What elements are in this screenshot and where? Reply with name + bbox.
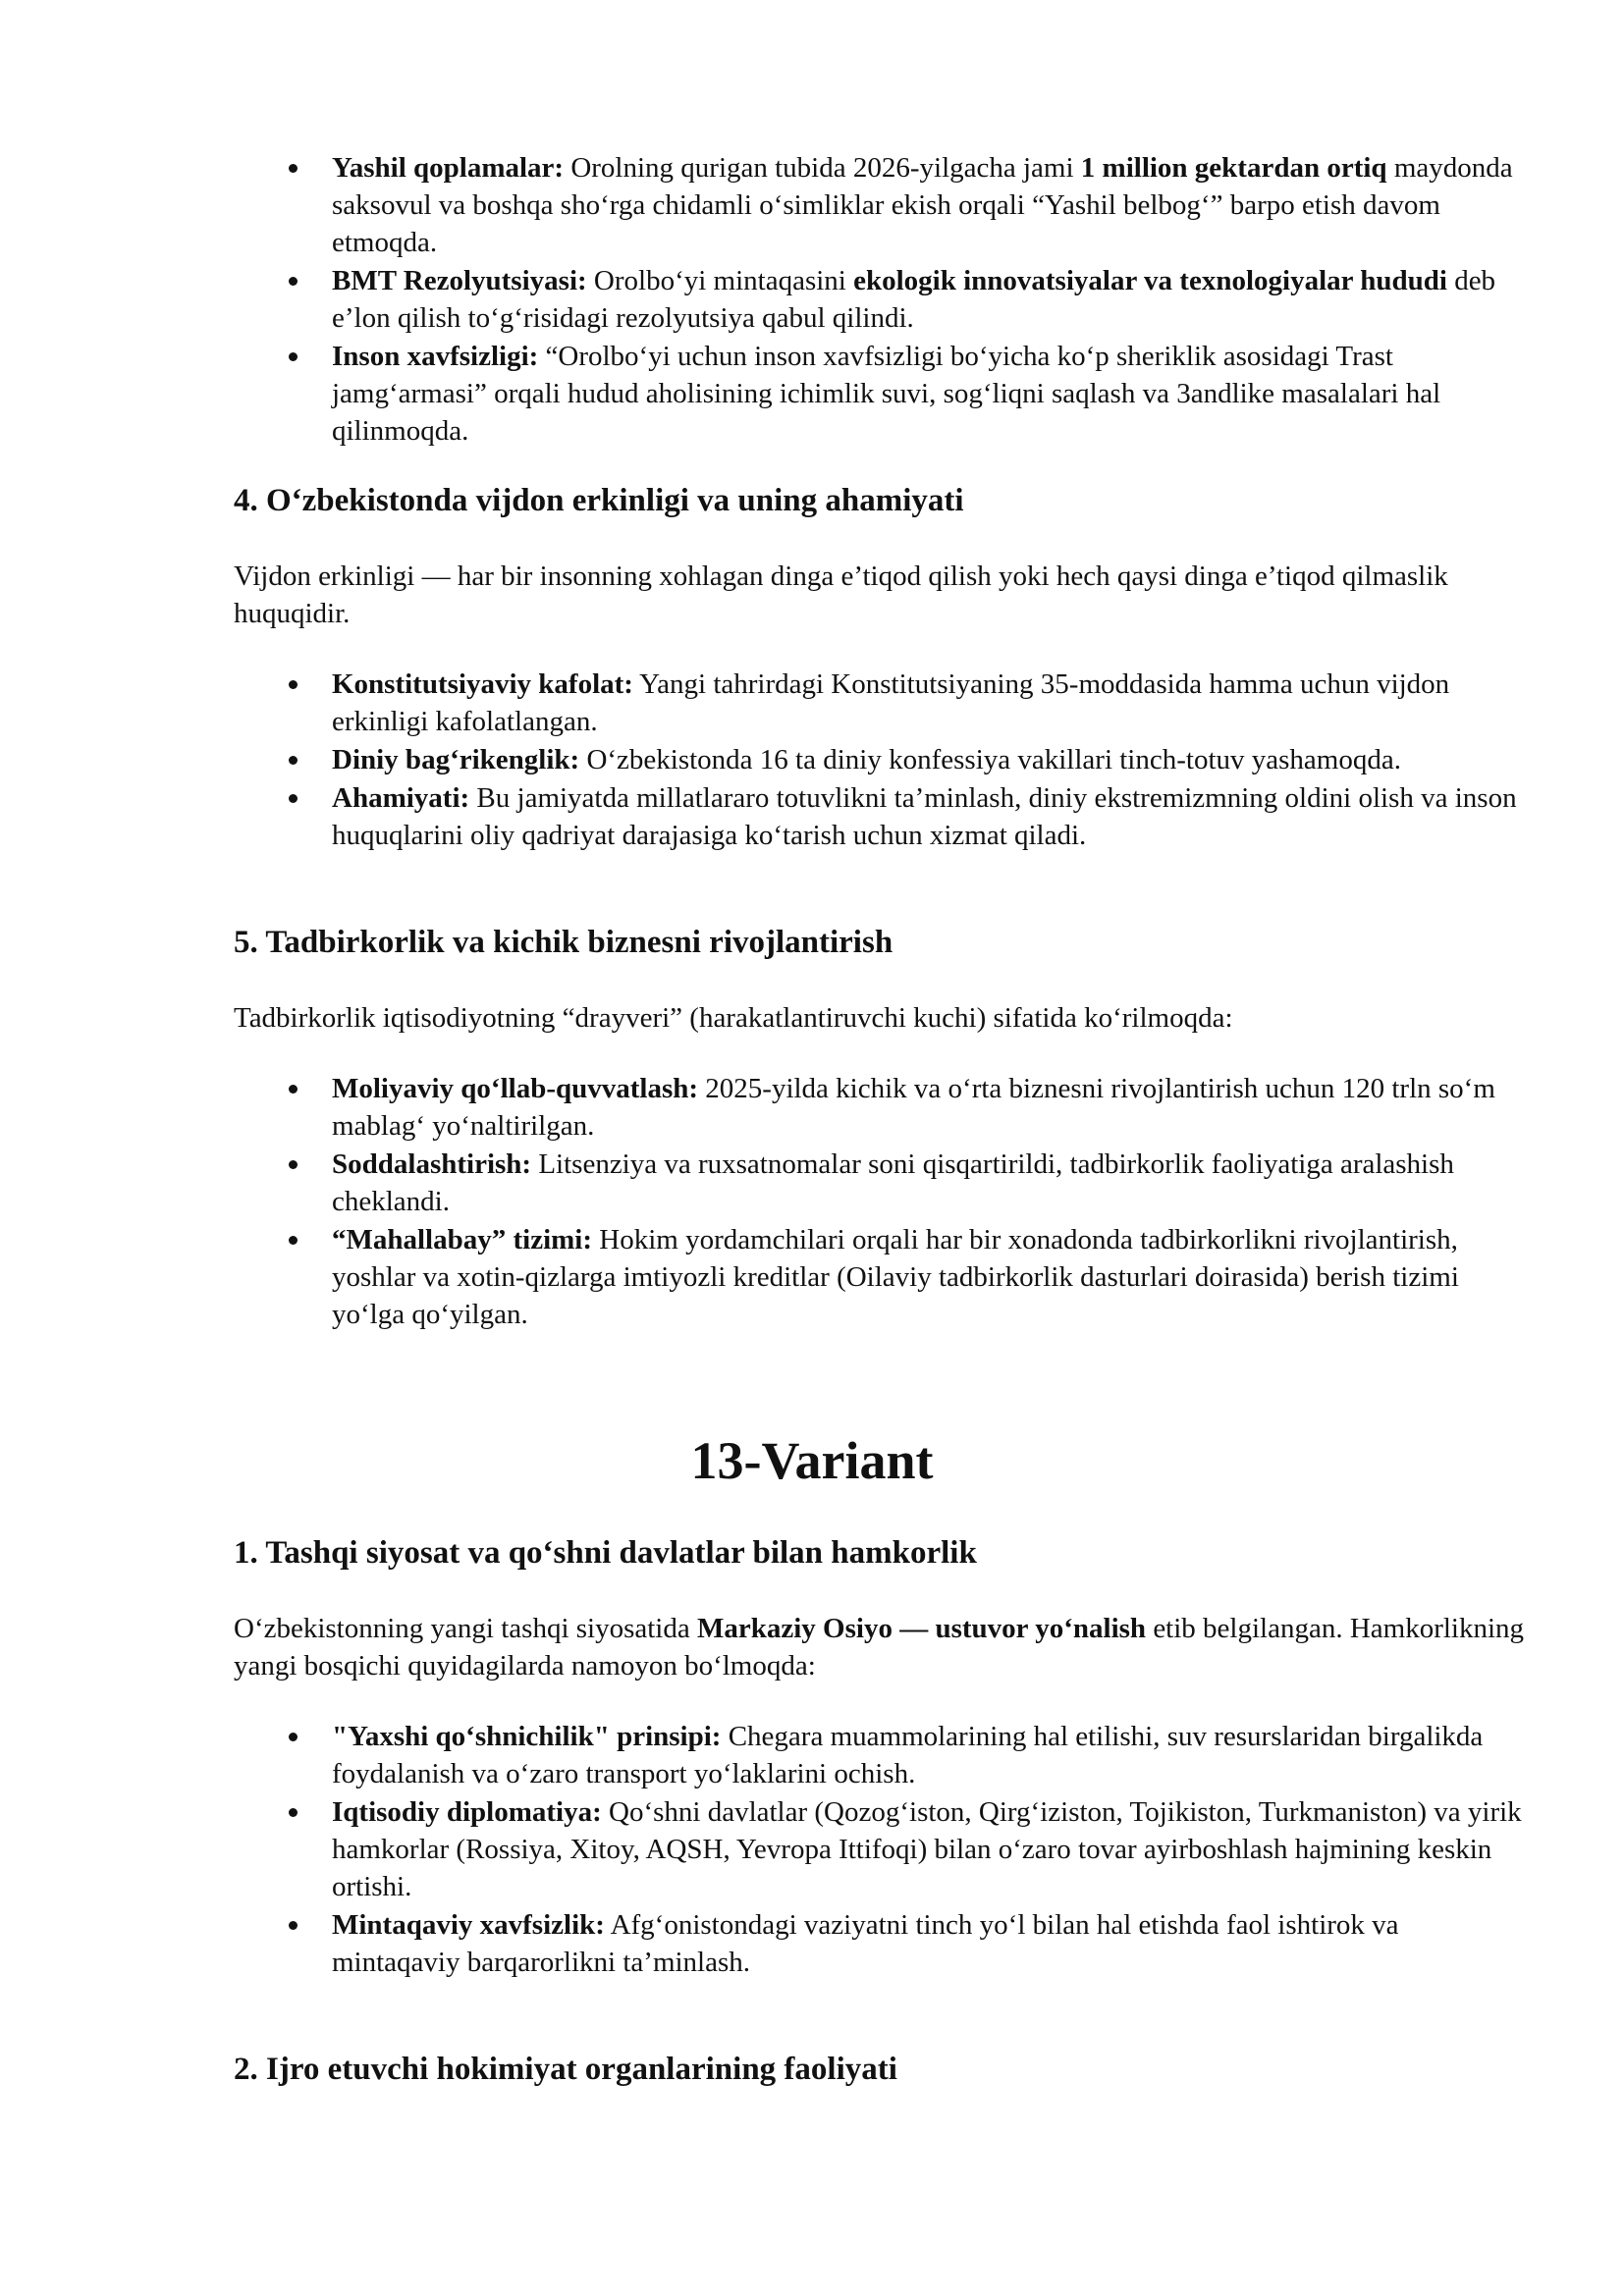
text-run: “Orolbo‘yi uchun inson xavfsizligi bo‘yicha ko‘p sheriklik asosidagi Trast jamg‘armasi” orqali hudud aholisining ichimlik suvi, sog‘liqni saqlash va 3andlike masalalari hal qilinmoqda. [332, 341, 1441, 447]
bold-label: Diniy bag‘rikenglik: [332, 744, 580, 775]
text-run: maydonda saksovul va boshqa sho‘rga chidamli o‘simliklar ekish orqali “Yashil belbog‘” barpo etish davom etmoqda. [332, 152, 1513, 258]
variant-13-section-heading-2: 2. Ijro etuvchi hokimiyat organlarining faoliyati [234, 2052, 897, 2087]
variant-13-section-heading-1: 1. Tashqi siyosat va qo‘shni davlatlar bilan hamkorlik [234, 1535, 977, 1571]
bold-label: Iqtisodiy diplomatiya: [332, 1796, 602, 1828]
list-item [234, 149, 1530, 261]
list-item [234, 338, 1530, 450]
bold-label: Konstitutsiyaviy kafolat: [332, 668, 633, 700]
section-4-list [234, 666, 1530, 855]
variant-13-section-1-intro [234, 1610, 1530, 1684]
section-heading-4: 4. O‘zbekistonda vijdon erkinligi va uning ahamiyati [234, 483, 964, 518]
section-5-intro: Tadbirkorlik iqtisodiyotning “drayveri” (harakatlantiruvchi kuchi) sifatida ko‘rilmoqda: [234, 1002, 1233, 1034]
text-run: Afg‘onistondagi vaziyatni tinch yo‘l bilan hal etishda faol ishtirok va mintaqaviy barqarorlikni ta’minlash. [332, 1909, 1399, 1978]
list-item [234, 1146, 1530, 1220]
bold-label: "Yaxshi qo‘shnichilik" prinsipi: [332, 1721, 722, 1752]
green-aral-list [234, 149, 1530, 451]
text-run: Orolning qurigan tubida 2026-yilgacha jami [564, 152, 1081, 184]
section-4-intro: Vijdon erkinligi — har bir insonning xohlagan dinga e’tiqod qilish yoki hech qaysi dinga e’tiqod qilmaslik huquqidir. [234, 561, 1448, 629]
list-item [234, 1070, 1530, 1145]
text-run: Litsenziya va ruxsatnomalar soni qisqartirildi, tadbirkorlik faoliyatiga aralashish cheklandi. [332, 1148, 1454, 1217]
text-run: deb e’lon qilish to‘g‘risidagi rezolyutsiya qabul qilindi. [332, 265, 1496, 334]
list-item [234, 1221, 1530, 1333]
section-5-list [234, 1070, 1530, 1334]
text-run: Yangi tahrirdagi Konstitutsiyaning 35-moddasida hamma uchun vijdon erkinligi kafolatlangan. [332, 668, 1450, 737]
bold-label: BMT Rezolyutsiyasi: [332, 265, 587, 296]
bold-label: ekologik innovatsiyalar va texnologiyalar hududi [853, 265, 1447, 296]
text-run: O‘zbekistonning yangi tashqi siyosatida [234, 1613, 697, 1644]
text-run: O‘zbekistonda 16 ta diniy konfessiya vakillari tinch-totuv yashamoqda. [579, 744, 1401, 775]
bold-label: Mintaqaviy xavfsizlik: [332, 1909, 605, 1941]
bold-label: “Mahallabay” tizimi: [332, 1224, 593, 1255]
list-item [234, 666, 1530, 740]
bold-label: Soddalashtirish: [332, 1148, 532, 1180]
text-run: Orolbo‘yi mintaqasini [586, 265, 854, 296]
list-item [234, 1718, 1530, 1792]
list-item [234, 1793, 1530, 1905]
bold-label: Yashil qoplamalar: [332, 152, 565, 184]
bold-label: Ahamiyati: [332, 782, 470, 814]
list-item [234, 779, 1530, 854]
text-run: Chegara muammolarining hal etilishi, suv resurslaridan birgalikda foydalanish va o‘zaro transport yo‘laklarini ochish. [332, 1721, 1484, 1789]
bold-label: Inson xavfsizligi: [332, 341, 539, 372]
section-heading-5: 5. Tadbirkorlik va kichik biznesni rivojlantirish [234, 925, 893, 960]
variant-13-section-1-list [234, 1718, 1530, 1982]
bold-label: 1 million gektardan ortiq [1080, 152, 1387, 184]
list-item [234, 262, 1530, 337]
list-item [234, 741, 1530, 778]
list-item [234, 1906, 1530, 1981]
text-run: Bu jamiyatda millatlararo totuvlikni ta’minlash, diniy ekstremizmning oldini olish va inson huquqlarini oliy qadriyat darajasiga ko‘tarish uchun xizmat qiladi. [332, 782, 1517, 851]
text-run: etib belgilangan. Hamkorlikning yangi bosqichi quyidagilarda namoyon bo‘lmoqda: [234, 1613, 1525, 1682]
bold-label: Markaziy Osiyo — ustuvor yo‘nalish [697, 1613, 1147, 1644]
text-run: Hokim yordamchilari orqali har bir xonadonda tadbirkorlikni rivojlantirish, yoshlar va xotin-qizlarga imtiyozli kreditlar (Oilaviy tadbirkorlik dasturlari doirasida) berish tizimi yo‘lga qo‘yilgan. [332, 1224, 1459, 1330]
text-run: Qo‘shni davlatlar (Qozog‘iston, Qirg‘iziston, Tojikiston, Turkmaniston) va yirik hamkorlar (Rossiya, Xitoy, AQSH, Yevropa Ittifoqi) bilan o‘zaro tovar ayirboshlash hajmining keskin ortishi. [332, 1796, 1522, 1902]
text-run: 2025-yilda kichik va o‘rta biznesni rivojlantirish uchun 120 trln so‘m mablag‘ yo‘naltirilgan. [332, 1073, 1495, 1142]
bold-label: Moliyaviy qo‘llab-quvvatlash: [332, 1073, 699, 1104]
variant-title: 13-Variant [690, 1431, 934, 1490]
